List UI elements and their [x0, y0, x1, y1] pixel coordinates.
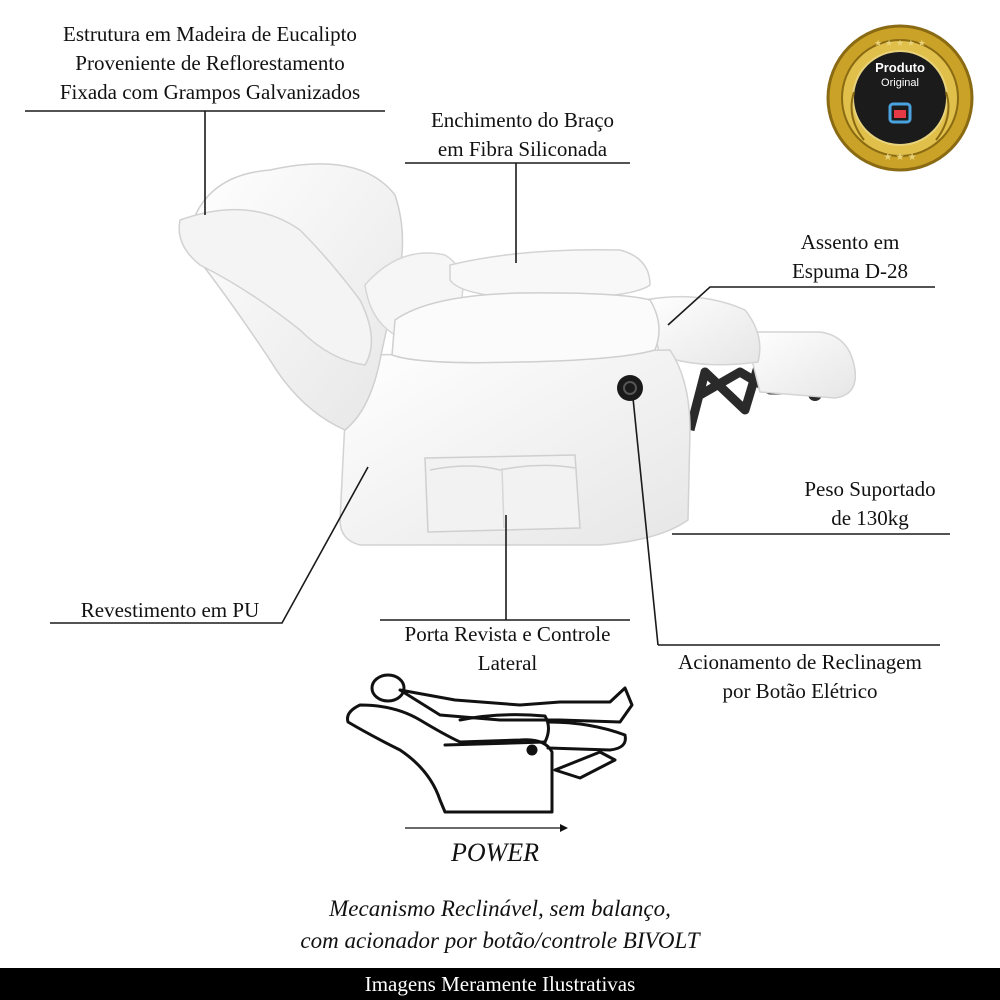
mechanism-caption: Mecanismo Reclinável, sem balanço, com acionador por botão/controle BIVOLT — [300, 896, 700, 953]
reclining-person-diagram — [348, 675, 633, 812]
label-assento: Assento em Espuma D-28 — [791, 230, 909, 283]
label-revestimento: Revestimento em PU — [80, 598, 260, 622]
badge-line1: Produto — [875, 60, 925, 75]
label-estrutura: Estrutura em Madeira de Eucalipto Proveniente de Reflorestamento Fixada com Grampos Galvanizados — [59, 22, 361, 104]
svg-text:★ ★ ★ ★ ★: ★ ★ ★ ★ ★ — [874, 39, 926, 49]
label-porta-revista: Porta Revista e Controle Lateral — [404, 622, 611, 675]
label-peso: Peso Suportado de 130kg — [804, 477, 936, 530]
recline-button — [617, 375, 643, 401]
seal-icon — [824, 22, 976, 174]
footer-disclaimer: Imagens Meramente Ilustrativas — [0, 968, 1000, 1000]
label-acionamento: Acionamento de Reclinagem por Botão Elétrico — [678, 650, 922, 703]
label-enchimento: Enchimento do Braço em Fibra Siliconada — [430, 108, 615, 161]
original-product-badge — [824, 22, 976, 174]
power-label: POWER — [450, 838, 540, 867]
badge-line2: Original — [881, 77, 919, 89]
svg-text:★ ★ ★: ★ ★ ★ — [883, 152, 917, 163]
